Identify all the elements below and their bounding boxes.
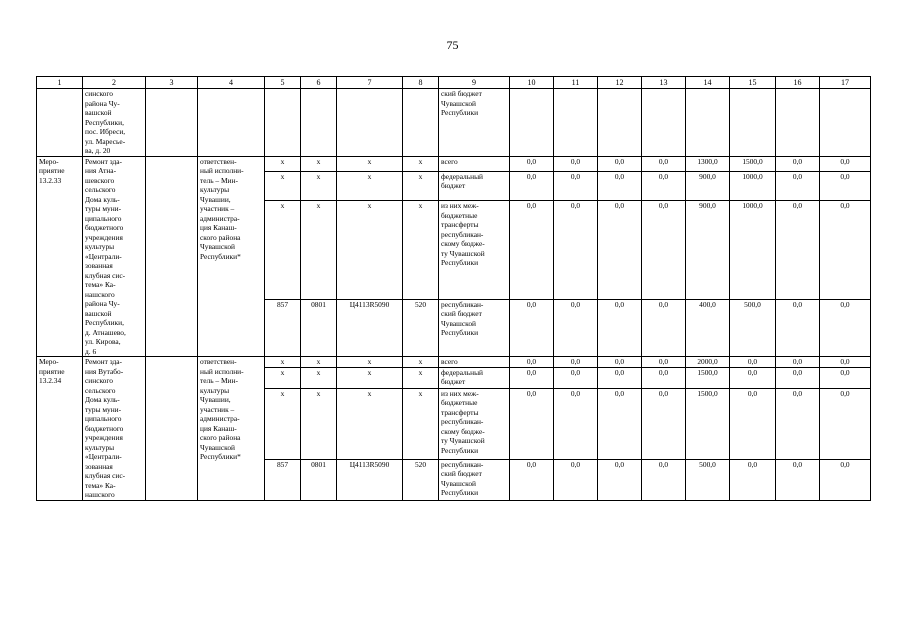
budget-code: x (265, 388, 301, 459)
column-number: 7 (337, 77, 403, 89)
year-value: 500,0 (686, 459, 730, 500)
year-value: 0,0 (554, 367, 598, 388)
year-value: 0,0 (510, 171, 554, 200)
year-value: 900,0 (686, 201, 730, 300)
column-number: 1 (37, 77, 83, 89)
column-number: 3 (146, 77, 198, 89)
year-value: 0,0 (554, 388, 598, 459)
budget-code: x (301, 388, 337, 459)
object-name: Ремонт зда- ния Вутабо- синского сельского Дома куль- туры муни- ципального бюджетного учреждения культуры «Централи- зованная клубная сис- тема» Ка- нашского (83, 357, 146, 501)
budget-code: x (265, 201, 301, 300)
budget-code: x (337, 388, 403, 459)
year-value: 0,0 (820, 156, 871, 171)
budget-code: x (301, 201, 337, 300)
column-number: 2 (83, 77, 146, 89)
year-value: 0,0 (554, 299, 598, 356)
budget-code: x (337, 367, 403, 388)
funding-source: из них меж- бюджетные трансферты республикан- скому бюдже- ту Чувашской Республики (439, 388, 510, 459)
budget-code: 857 (265, 299, 301, 356)
year-value: 0,0 (776, 299, 820, 356)
funding-source: республикан- ский бюджет Чувашской Республики (439, 459, 510, 500)
year-value: 0,0 (730, 357, 776, 368)
funding-source: федеральный бюджет (439, 367, 510, 388)
column-number-row (37, 77, 871, 89)
year-value: 0,0 (776, 357, 820, 368)
year-value: 0,0 (598, 171, 642, 200)
budget-code: x (403, 201, 439, 300)
year-value: 1300,0 (686, 156, 730, 171)
year-value: 0,0 (820, 459, 871, 500)
year-value: 0,0 (642, 156, 686, 171)
event-name: Меро- приятие 13.2.34 (37, 357, 83, 501)
year-value: 0,0 (776, 171, 820, 200)
funding-source: всего (439, 357, 510, 368)
year-value: 0,0 (642, 388, 686, 459)
year-value: 0,0 (820, 171, 871, 200)
budget-code: 0801 (301, 459, 337, 500)
year-value: 0,0 (554, 171, 598, 200)
budget-code: x (403, 388, 439, 459)
column-number: 15 (730, 77, 776, 89)
year-value: 0,0 (510, 388, 554, 459)
year-value: 0,0 (598, 459, 642, 500)
year-value: 0,0 (554, 156, 598, 171)
year-value: 0,0 (776, 156, 820, 171)
object-name-tail: синского района Чу- вашской Республики, пос. Ибреси, ул. Маресье- ва, д. 20 (83, 89, 146, 157)
budget-code: Ц4113R5090 (337, 459, 403, 500)
year-value: 0,0 (776, 201, 820, 300)
year-value: 0,0 (730, 388, 776, 459)
column-number: 16 (776, 77, 820, 89)
year-value: 0,0 (820, 299, 871, 356)
budget-code: x (301, 171, 337, 200)
year-value: 0,0 (598, 201, 642, 300)
year-value: 0,0 (820, 388, 871, 459)
column-number: 9 (439, 77, 510, 89)
year-value: 0,0 (776, 459, 820, 500)
budget-code: x (403, 367, 439, 388)
year-value: 2000,0 (686, 357, 730, 368)
year-value: 1000,0 (730, 171, 776, 200)
column-number: 13 (642, 77, 686, 89)
year-value: 0,0 (642, 299, 686, 356)
year-value: 400,0 (686, 299, 730, 356)
year-value: 0,0 (510, 459, 554, 500)
budget-code: 0801 (301, 299, 337, 356)
year-value: 0,0 (776, 367, 820, 388)
year-value: 0,0 (642, 367, 686, 388)
empty-cell (146, 156, 198, 357)
object-name: Ремонт зда- ния Атна- шевского сельского Дома куль- туры муни- ципального бюджетного учреждения культуры «Централи- зованная клубная сис- тема» Ка- нашского района Чу- вашской Республики, д. Атнашево, ул. Кирова, д. 6 (83, 156, 146, 357)
column-number: 6 (301, 77, 337, 89)
year-value: 0,0 (642, 357, 686, 368)
year-value: 0,0 (510, 367, 554, 388)
continuation-row (37, 89, 871, 157)
budget-code: x (301, 357, 337, 368)
year-value: 0,0 (598, 156, 642, 171)
column-number: 12 (598, 77, 642, 89)
year-value: 0,0 (554, 201, 598, 300)
year-value: 0,0 (510, 357, 554, 368)
budget-code: x (265, 171, 301, 200)
budget-code: x (301, 156, 337, 171)
column-number: 4 (198, 77, 265, 89)
year-value: 1500,0 (730, 156, 776, 171)
year-value: 0,0 (554, 357, 598, 368)
budget-code: 857 (265, 459, 301, 500)
year-value: 0,0 (820, 357, 871, 368)
table-row (37, 156, 871, 171)
budget-table (36, 76, 871, 501)
column-number: 17 (820, 77, 871, 89)
year-value: 1500,0 (686, 367, 730, 388)
funding-source: федеральный бюджет (439, 171, 510, 200)
budget-code: x (403, 171, 439, 200)
funding-source-tail: ский бюджет Чувашской Республики (439, 89, 510, 157)
year-value: 0,0 (598, 367, 642, 388)
budget-code: x (337, 201, 403, 300)
year-value: 0,0 (820, 201, 871, 300)
year-value: 0,0 (820, 367, 871, 388)
column-number: 8 (403, 77, 439, 89)
table-row (37, 357, 871, 368)
year-value: 0,0 (510, 156, 554, 171)
budget-code: 520 (403, 299, 439, 356)
funding-source: из них меж- бюджетные трансферты республикан- скому бюдже- ту Чувашской Республики (439, 201, 510, 300)
column-number: 5 (265, 77, 301, 89)
funding-source: республикан- ский бюджет Чувашской Республики (439, 299, 510, 356)
responsible-executor: ответствен- ный исполни- тель – Мин- культуры Чувашии, участник – администра- ция Канаш- ского района Чувашской Республики* (198, 156, 265, 357)
funding-source: всего (439, 156, 510, 171)
year-value: 0,0 (554, 459, 598, 500)
year-value: 0,0 (598, 357, 642, 368)
budget-code: x (301, 367, 337, 388)
column-number: 11 (554, 77, 598, 89)
event-name: Меро- приятие 13.2.33 (37, 156, 83, 357)
year-value: 500,0 (730, 299, 776, 356)
year-value: 0,0 (730, 367, 776, 388)
year-value: 0,0 (598, 388, 642, 459)
year-value: 0,0 (776, 388, 820, 459)
responsible-executor: ответствен- ный исполни- тель – Мин- культуры Чувашии, участник – администра- ция Канаш- ского района Чувашской Республики* (198, 357, 265, 501)
year-value: 0,0 (730, 459, 776, 500)
budget-code: 520 (403, 459, 439, 500)
year-value: 0,0 (598, 299, 642, 356)
year-value: 0,0 (510, 201, 554, 300)
budget-code: x (337, 357, 403, 368)
budget-code: x (403, 357, 439, 368)
year-value: 1500,0 (686, 388, 730, 459)
column-number: 10 (510, 77, 554, 89)
year-value: 0,0 (642, 201, 686, 300)
year-value: 0,0 (642, 459, 686, 500)
budget-code: x (265, 367, 301, 388)
budget-code: Ц4113R5090 (337, 299, 403, 356)
year-value: 900,0 (686, 171, 730, 200)
budget-code: x (403, 156, 439, 171)
year-value: 0,0 (642, 171, 686, 200)
year-value: 0,0 (510, 299, 554, 356)
year-value: 1000,0 (730, 201, 776, 300)
budget-code: x (337, 171, 403, 200)
budget-code: x (265, 357, 301, 368)
budget-code: x (337, 156, 403, 171)
page-number: 75 (446, 38, 459, 52)
empty-cell (146, 357, 198, 501)
budget-code: x (265, 156, 301, 171)
column-number: 14 (686, 77, 730, 89)
